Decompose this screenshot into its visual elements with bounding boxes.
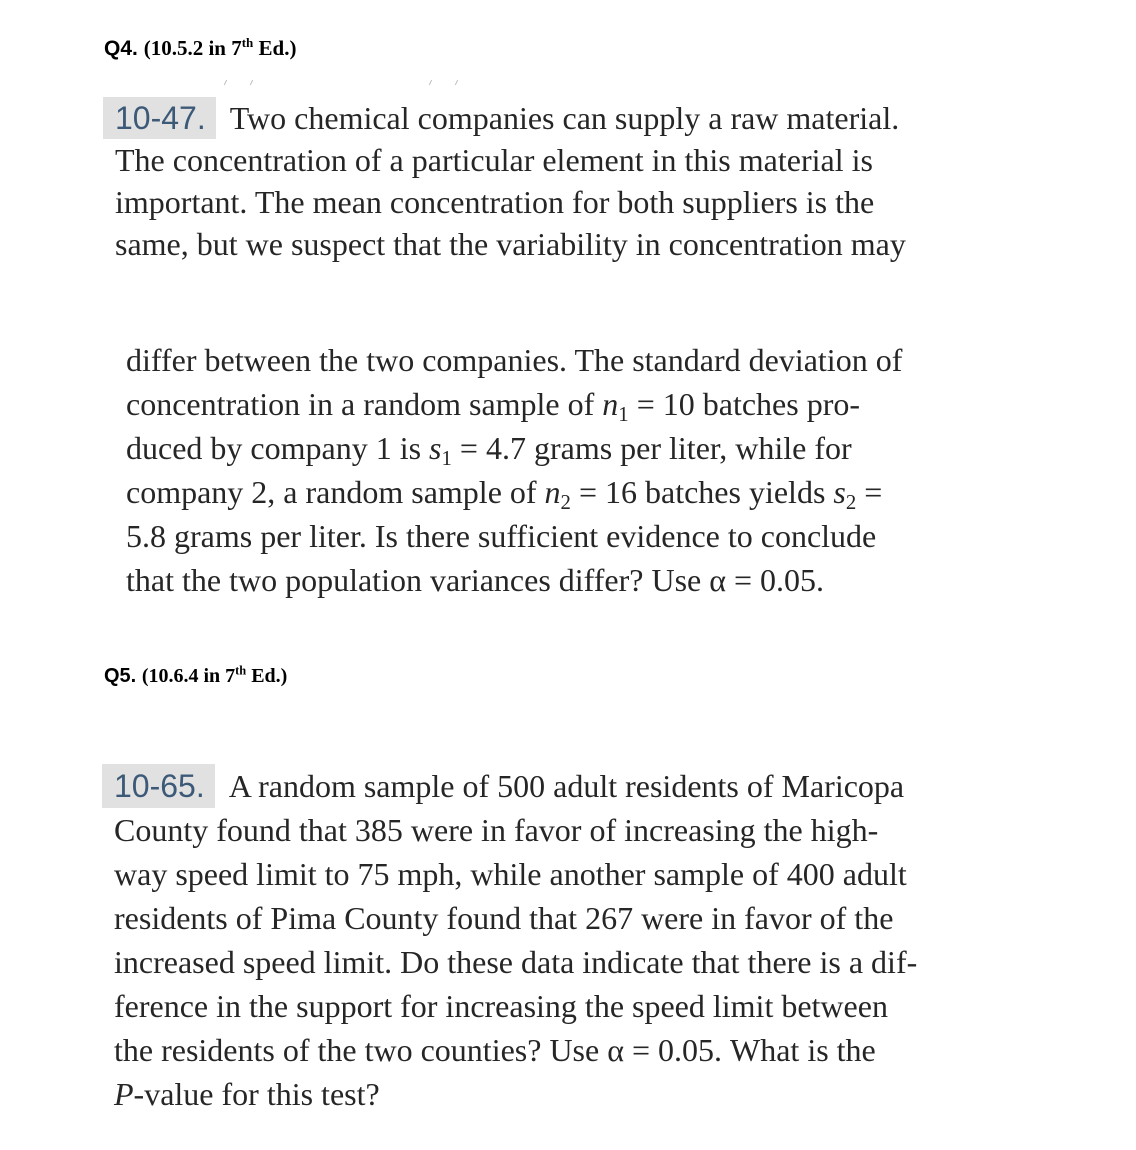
text-line-content: increased speed limit. Do these data indicate that there is a dif-: [114, 944, 918, 980]
text-line-content: duced by company 1 is: [126, 430, 422, 466]
problem-10-47-text: [115, 97, 965, 267]
variable-n: n: [602, 386, 619, 422]
variable-s: s: [429, 430, 442, 466]
text-line-content: County found that 385 were in favor of increasing the high-: [114, 812, 879, 848]
subscript: 2: [560, 490, 571, 514]
variable-n: n: [544, 474, 561, 510]
text-line-content: Two chemical companies can supply a raw material.: [229, 100, 900, 136]
q4-edition-ref: [144, 36, 297, 60]
text-line: [115, 97, 965, 139]
text-line-content: way speed limit to 75 mph, while another sample of 400 adult: [114, 856, 907, 892]
text-line: [126, 426, 990, 470]
problem-number-10-65: 10-65.: [102, 764, 215, 808]
q5-label: Q5.: [104, 665, 137, 687]
italic-p: P: [114, 1076, 134, 1112]
text-line-content: same, but we suspect that the variability in concentration may: [115, 226, 906, 262]
text-line-content: differ between the two companies. The standard deviation of: [126, 342, 903, 378]
text-line-content: The concentration of a particular element in this material is: [115, 142, 873, 178]
text-line: [114, 896, 994, 940]
text-line-content: that the two population variances differ? Use α = 0.05.: [126, 562, 825, 598]
text-line: [115, 181, 965, 223]
text-line: [114, 1072, 994, 1116]
variable-s: s: [833, 474, 846, 510]
text-line: [126, 338, 990, 382]
q5-ref-prefix: (10.6.4 in 7: [141, 665, 236, 687]
text-line: [114, 984, 994, 1028]
text-line: [115, 139, 965, 181]
subscript: 1: [441, 446, 452, 470]
text-line-content: important. The mean concentration for both suppliers is the: [115, 184, 875, 220]
text-line: [126, 514, 990, 558]
text-line: [114, 852, 994, 896]
subscript: 1: [618, 402, 629, 426]
q5-edition-ref: [142, 665, 288, 687]
problem-10-65-text: [114, 764, 994, 1114]
problem-10-47-continuation: [126, 338, 990, 598]
q4-ref-sup: th: [241, 35, 254, 50]
text-line-content: residents of Pima County found that 267 were in favor of the: [114, 900, 894, 936]
text-line-content: = 16 batches yields: [578, 474, 826, 510]
subscript: 2: [845, 490, 857, 514]
text-line-content: company 2, a random sample of: [126, 474, 537, 510]
text-line-content: the residents of the two counties? Use α = 0.05. What is the: [114, 1032, 876, 1068]
text-line: [114, 940, 994, 984]
text-line: [126, 382, 990, 426]
text-line-content: concentration in a random sample of: [126, 386, 595, 422]
text-line-content: -value for this test?: [133, 1076, 380, 1112]
scan-artifact-marks: [225, 80, 475, 90]
text-line: [115, 223, 965, 265]
problem-number-10-47: 10-47.: [103, 97, 216, 139]
text-line-content: 5.8 grams per liter. Is there sufficient evidence to conclude: [126, 518, 877, 554]
text-line: [114, 808, 994, 852]
q5-heading: [104, 665, 287, 688]
text-line: [126, 558, 990, 602]
text-line: [114, 1028, 994, 1072]
q4-heading: [104, 36, 296, 61]
text-line-content: A random sample of 500 adult residents of Maricopa: [228, 768, 905, 804]
text-line-content: =: [864, 474, 883, 510]
q4-ref-suffix: Ed.): [253, 36, 297, 60]
text-line-content: = 4.7 grams per liter, while for: [459, 430, 852, 466]
text-line-content: = 10 batches pro-: [636, 386, 860, 422]
text-line: [126, 470, 990, 514]
text-line: [114, 764, 994, 808]
q5-ref-suffix: Ed.): [246, 665, 288, 687]
text-line-content: ference in the support for increasing the speed limit between: [114, 988, 888, 1024]
q5-ref-sup: th: [235, 663, 247, 678]
q4-ref-prefix: (10.5.2 in 7: [143, 36, 242, 60]
q4-label: Q4.: [104, 37, 138, 60]
